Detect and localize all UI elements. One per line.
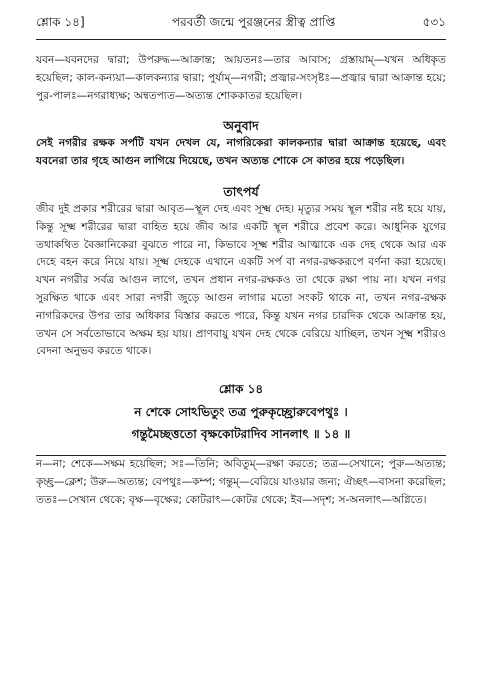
translation-heading: অনুবাদ xyxy=(223,118,259,134)
page-number: ৫৩১ xyxy=(422,15,446,29)
purport-heading: তাৎপর্য xyxy=(223,183,259,199)
translation-text: সেই নগরীর রক্ষক সর্পটি যখন দেখল যে, নাগরিকেরা কালকন্যার দ্বারা আক্রান্ত হয়েছে, এবং যবনেরা তার গৃহে আগুন লাগিয়ে দিয়েছে, তখন অত্যন্ত শোকে সে কাতর হয়ে পড়েছিল। xyxy=(36,137,446,168)
verse-line-2: গন্তুমৈচ্ছত্ততো বৃক্ষকোটরাদিব সানলাৎ ॥ ১৪ ॥ xyxy=(131,427,351,442)
header-verse-ref: শ্লোক ১৪] xyxy=(36,15,85,29)
running-header xyxy=(36,14,446,40)
book-page xyxy=(36,14,446,510)
synonyms-previous-verse: যবন—যবনদের দ্বারা; উপরুদ্ধ—আক্রান্ত; আয়তনঃ—তার আবাস; গ্রস্তায়াম্—যখন অধিকৃত হয়েছিল; কাল-কন্যয়া—কালকন্যার দ্বারা; পুর্যাম্—নগরী; প্রজ্বার-সংসৃষ্টঃ—প্রজ্বার দ্বারা আক্রান্ত হয়ে; পুর-পালঃ—নগরাধ্যক্ষ; অন্বতপ্যত—অত্যন্ত শোককাতর হয়েছিল। xyxy=(36,54,446,102)
synonyms-verse-14: ন—না; শেকে—সক্ষম হয়েছিল; সঃ—তিনি; অবিতুম্—রক্ষা করতে; তত্র—সেখানে; পুরু—অত্যন্ত; কৃচ্ছ্র—ক্লেশ; উরু—অত্যন্ত; বেপথুঃ—কম্প; গন্তুম্—বেরিয়ে যাওয়ার জন্য; ঐচ্ছৎ—বাসনা করেছিল; ততঃ—সেখান থেকে; বৃক্ষ—বৃক্ষের; কোটরাৎ—কোটর থেকে; ইব—সদৃশ; স-অনলাৎ—অগ্নিতে। xyxy=(36,458,446,506)
verse-number: শ্লোক ১৪ xyxy=(218,382,264,397)
header-chapter-title: পরবর্তী জন্মে পুরঞ্জনের স্ত্রীত্ব প্রাপ্তি xyxy=(171,15,336,29)
verse-line-1: ন শেকে সোঽভিতুং তত্র পুরুকৃচ্ছ্রোরুবেপথুঃ । xyxy=(134,405,348,420)
purport-text: জীব দুই প্রকার শরীরের দ্বারা আবৃত—স্থূল দেহ এবং সূক্ষ্ম দেহ। মৃত্যুর সময় স্থূল শরীর নষ্ট হয়ে যায়, কিন্তু সূক্ষ্ম শরীরের দ্বারা বাহিত হয়ে জীব আর একটি স্থূল শরীরে প্রবেশ করে। আধুনিক যুগের তথাকথিত বৈজ্ঞানিকেরা বুঝতে পারে না, কিভাবে সূক্ষ্ম শরীর আত্মাকে এক দেহ থেকে আর এক দেহে বহন করে নিয়ে যায়। সূক্ষ্ম দেহকে এখানে একটি সর্প বা নগর-রক্ষকরূপে বর্ণনা করা হয়েছে। যখন নগরীর সর্বত্র আগুন লাগে, তখন প্রধান নগর-রক্ষকও তা থেকে রক্ষা পায় না। যখন নগর সুরক্ষিত থাকে এবং সারা নগরী জুড়ে আগুন লাগার মতো সংকট থাকে না, তখন নগর-রক্ষক নাগরিকদের উপর তার অধিকার বিস্তার করতে পারে, কিন্তু যখন নগর চারদিক থেকে আক্রান্ত হয়, তখন সে সর্বতোভাবে অক্ষম হয় যায়। প্রাণবায়ু যখন দেহ থেকে বেরিয়ে যাচ্ছিল, তখন সূক্ষ্ম শরীরও বেদনা অনুভব করতে থাকে। xyxy=(36,202,446,358)
